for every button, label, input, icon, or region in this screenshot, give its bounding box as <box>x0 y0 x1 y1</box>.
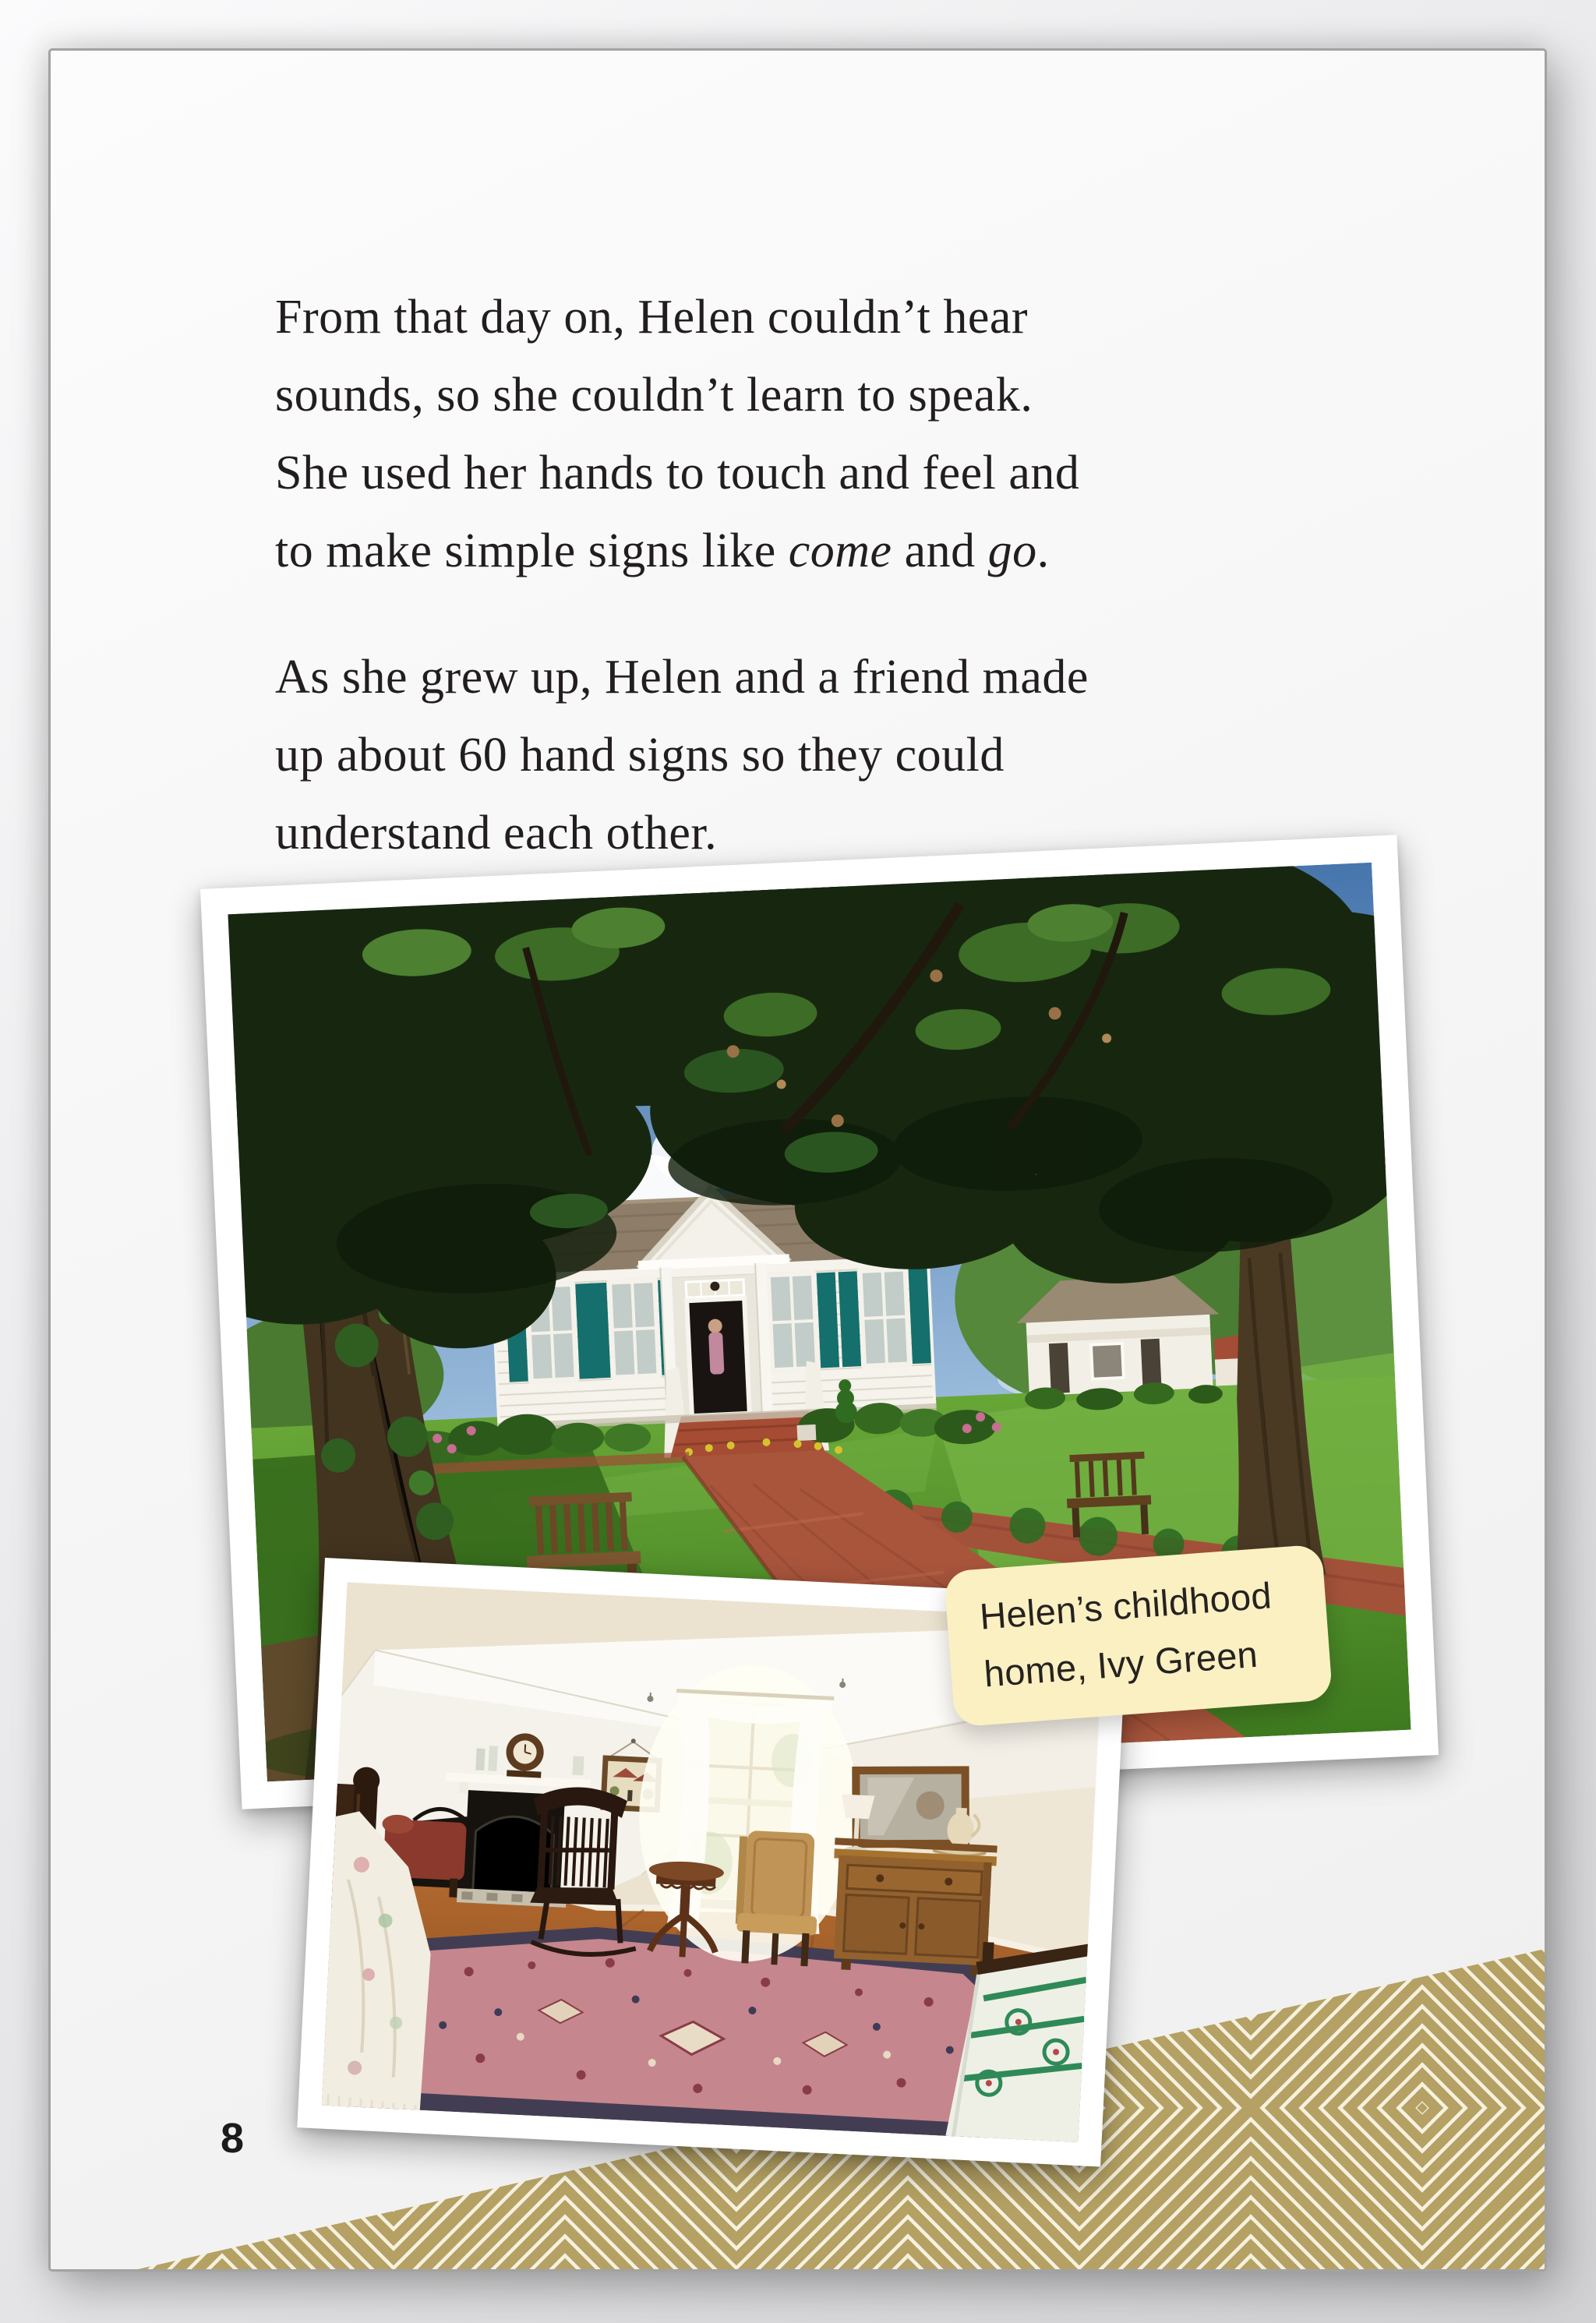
lamp-shade <box>841 1794 875 1819</box>
body-line <box>275 512 1089 590</box>
body-line: sounds, so she couldn’t learn to speak. <box>275 369 1033 422</box>
italic-word: come <box>788 524 892 577</box>
italic-word: go <box>987 524 1037 577</box>
body-line: From that day on, Helen couldn’t hear <box>275 291 1029 344</box>
upholstered-chair <box>733 1830 821 1966</box>
paragraph-2 <box>275 638 1089 872</box>
body-text <box>275 278 1089 872</box>
body-line: up about 60 hand signs so they could <box>275 729 1005 782</box>
page-number: 8 <box>221 2115 245 2162</box>
book-page <box>48 48 1547 2272</box>
body-text-span: . <box>1036 524 1050 577</box>
body-text-span: to make simple signs like <box>275 524 789 577</box>
photo-caption-note <box>944 1544 1333 1727</box>
caption-line-2: home, Ivy Green <box>982 1633 1259 1695</box>
body-line: She used her hands to touch and feel and <box>275 447 1080 500</box>
body-line: As she grew up, Helen and a friend made <box>275 651 1089 704</box>
caption-line-1: Helen’s childhood <box>978 1574 1273 1637</box>
body-text-span: and <box>892 524 988 577</box>
body-line: understand each other. <box>275 807 718 860</box>
paragraph-1 <box>275 278 1089 590</box>
